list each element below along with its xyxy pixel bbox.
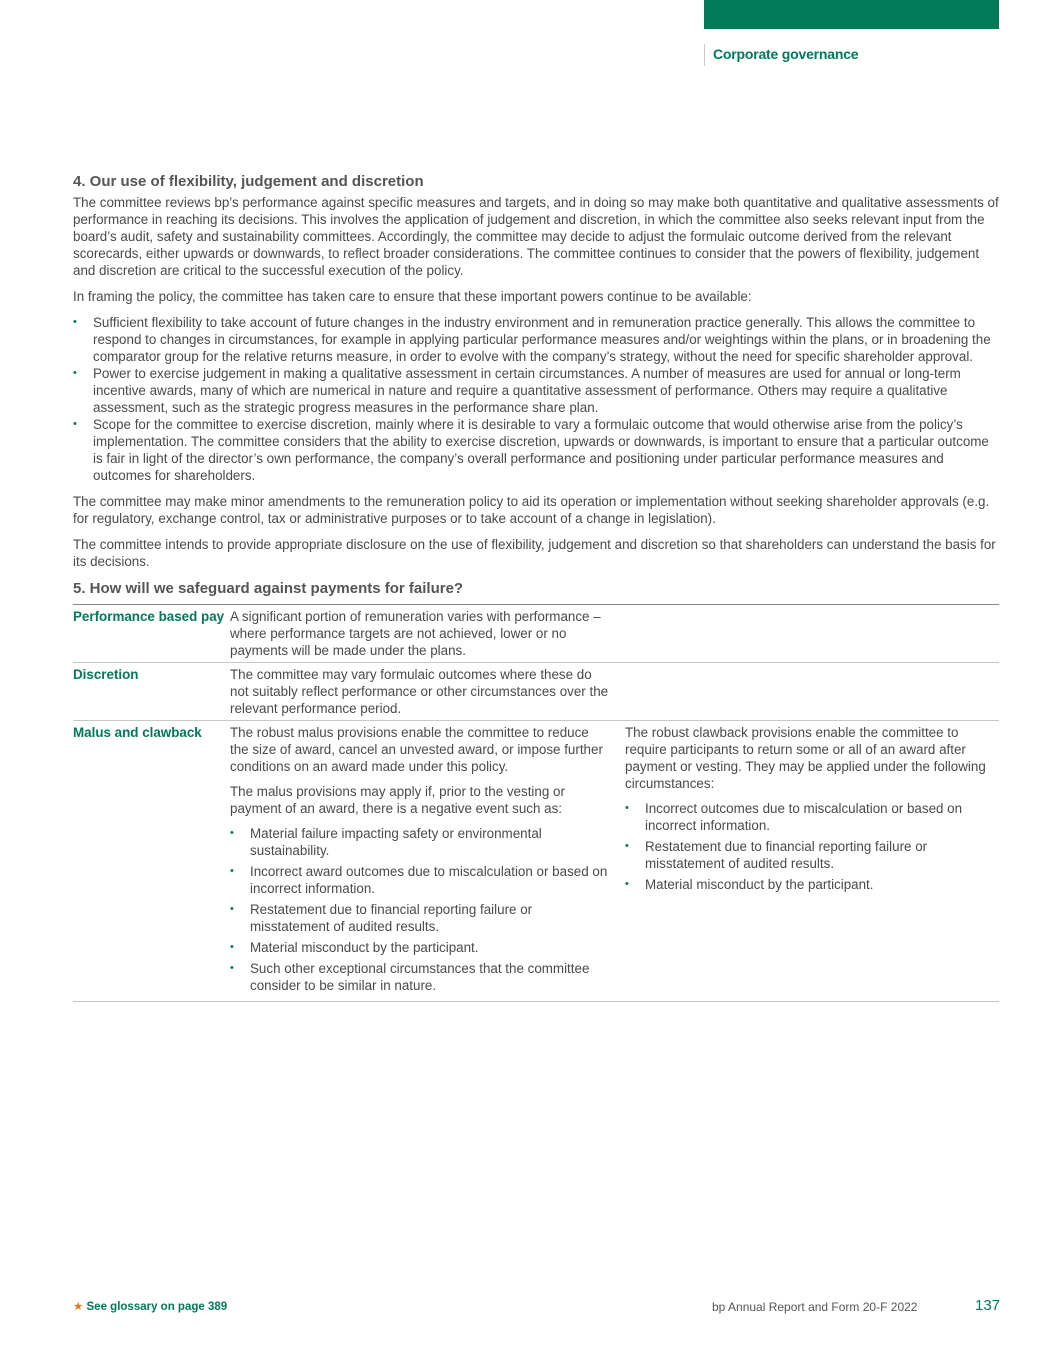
section4-para4: The committee intends to provide appropriate disclosure on the use of flexibility, judgement and discretion so that shareholders can understand the basis for its decisions. (73, 537, 996, 569)
glossary-text: See glossary on page 389 (86, 1301, 228, 1313)
table-row (73, 663, 999, 721)
list-item: • Material failure impacting safety or environmental sustainability. (230, 825, 609, 859)
list-item: • Restatement due to financial reporting failure or misstatement of audited results. (625, 838, 999, 872)
section-title: Corporate governance (713, 46, 859, 62)
section4-heading: 4. Our use of flexibility, judgement and discretion (73, 173, 424, 190)
safeguard-table (73, 604, 999, 1002)
list-item: • Material misconduct by the participant. (625, 876, 999, 893)
main-content (73, 172, 999, 1002)
malus-bullet-list (230, 825, 609, 994)
row-label: Discretion (73, 663, 230, 721)
section4-bullet-list (73, 314, 999, 484)
section4-para2: In framing the policy, the committee has taken care to ensure that these important powers continue to be available: (73, 289, 752, 304)
page-number: 137 (975, 1297, 1001, 1314)
list-item: • Restatement due to financial reporting failure or misstatement of audited results. (230, 901, 609, 935)
malus-cell (230, 721, 617, 1002)
row-label: Performance based pay (73, 605, 230, 663)
section4-para3: The committee may make minor amendments to the remuneration policy to aid its operation or implementation without seeking shareholder approvals (e.g. for regulatory, exchange control, tax or administrative purposes or to take account of a change in legislation). (73, 494, 990, 526)
list-item: • Material misconduct by the participant. (230, 939, 609, 956)
clawback-bullet-list (625, 800, 999, 893)
section5-heading: 5. How will we safeguard against payments for failure? (73, 580, 464, 597)
list-item: • Such other exceptional circumstances that the committee consider to be similar in nature. (230, 960, 609, 994)
section4-para1: The committee reviews bp’s performance against specific measures and targets, and in doing so may make both quantitative and qualitative assessments of performance in reaching its decisions. This involves the application of judgement and discretion, in which the committee also seeks relevant input from the board’s audit, safety and sustainability committees. Accordingly, the committee may decide to adjust the formulaic outcome derived from the relevant scorecards, either upwards or downwards, to reflect broader considerations. The committee continues to consider that the powers of flexibility, judgement and discretion are critical to the successful execution of the policy. (73, 195, 999, 278)
list-item: • Incorrect outcomes due to miscalculation or based on incorrect information. (625, 800, 999, 834)
row-label: Malus and clawback (73, 721, 230, 1002)
report-title: bp Annual Report and Form 20-F 2022 (712, 1300, 918, 1314)
clawback-cell (617, 721, 999, 1002)
table-row (73, 721, 999, 1002)
list-item: • Sufficient flexibility to take account of future changes in the industry environment and in remuneration practice generally. This allows the committee to respond to changes in circumstances, for example in applying particular performance measures and/or weightings within the plans, or in broadening the comparator group for the relative returns measure, in order to evolve with the company’s strategy, without the need for specific shareholder approval. (73, 314, 999, 365)
table-row (73, 605, 999, 663)
malus-para2: The malus provisions may apply if, prior to the vesting or payment of an award, there is a negative event such as: (230, 784, 565, 816)
star-icon: ★ (73, 1301, 84, 1313)
glossary-link[interactable] (73, 1299, 227, 1316)
malus-para1: The robust malus provisions enable the committee to reduce the size of award, cancel an unvested award, or impose further conditions on an award made under this policy. (230, 725, 603, 774)
row-text: A significant portion of remuneration varies with performance – where performance targets are not achieved, lower or no payments will be made under the plans. (230, 605, 617, 663)
clawback-para1: The robust clawback provisions enable the committee to require participants to return some or all of an award after payment or vesting. They may be applied under the following circumstances: (625, 725, 986, 791)
list-item: • Incorrect award outcomes due to miscalculation or based on incorrect information. (230, 863, 609, 897)
header-divider (704, 44, 705, 66)
list-item: • Power to exercise judgement in making a qualitative assessment in certain circumstances. A number of measures are used for annual or long-term incentive awards, many of which are numerical in nature and require a quantitative assessment of performance. Others may require a qualitative assessment, such as the strategic progress measures in the performance share plan. (73, 365, 999, 416)
list-item: • Scope for the committee to exercise discretion, mainly where it is desirable to vary a formulaic outcome that would otherwise arise from the policy’s implementation. The committee considers that the ability to exercise discretion, upwards or downwards, is important to ensure that a particular outcome is fair in light of the director’s own performance, the company’s overall performance and positioning under particular performance measures and outcomes for shareholders. (73, 416, 999, 484)
header-accent-bar (704, 0, 999, 29)
row-text: The committee may vary formulaic outcomes where these do not suitably reflect performance or other circumstances over the relevant performance period. (230, 663, 617, 721)
